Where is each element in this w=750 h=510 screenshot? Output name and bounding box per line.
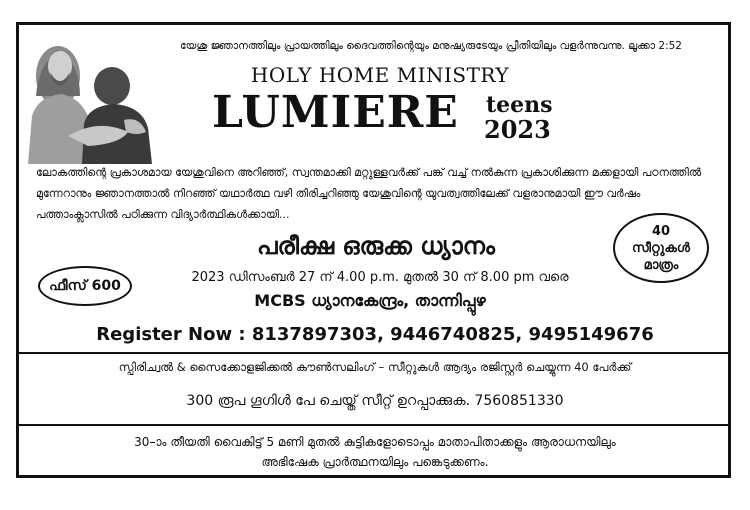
seats-badge [613, 213, 709, 283]
payment-note: 300 രൂപ ഗൂഗിൾ പേ ചെയ്ത് സീറ്റ് ഉറപ്പാക്കുക. 7560851330 [186, 393, 564, 409]
intro-paragraph: ലോകത്തിന്റെ പ്രകാശമായ യേശുവിനെ അറിഞ്ഞ്, സ്വന്തമാക്കി മറ്റുള്ളവർക്ക് പങ്ക് വച്ച് നൽകുന്ന പ്രകാശിക്കുന്ന മക്കളായി പഠനത്തിൽ മുന്നേറാനും ജ്ഞാനത്താൽ നിറഞ്ഞ് യഥാർത്ഥ വഴി തിരിച്ചറിഞ്ഞു യേശുവിന്റെ യുവത്വത്തിലേക്ക് വളരാനുമായി ഈ വർഷം പത്താംക്ലാസിൽ പഠിക്കുന്ന വിദ്യാർത്ഥികൾക്കായി... [36, 166, 702, 221]
register-phone-numbers: Register Now : 8137897303, 9446740825, 9495149676 [96, 324, 654, 345]
footer-line-1: 30–ാം തീയതി വൈകിട്ട് 5 മണി മുതൽ കുട്ടികളോടൊപ്പം മാതാപിതാക്കളും ആരാധനയിലും [134, 435, 616, 449]
seats-only-label: മാത്രം [643, 257, 679, 273]
fee-label: ഫീസ് 600 [49, 278, 121, 294]
footer-line-2: അഭിഷേക പ്രാർത്ഥനയിലും പങ്കെടുക്കണം. [261, 455, 489, 469]
divider [16, 352, 731, 354]
program-year: 2023 [484, 115, 551, 144]
ministry-name: HOLY HOME MINISTRY [250, 63, 510, 87]
program-audience: teens [486, 92, 553, 118]
counselling-note: സ്പിരിച്വൽ & സൈക്കോളജിക്കൽ കൗൺസലിംഗ് – സീറ്റുകൾ ആദ്യം രജിസ്റ്റർ ചെയ്യുന്ന 40 പേർക്ക് [118, 360, 632, 374]
event-datetime: 2023 ഡിസംബർ 27 ന് 4.00 p.m. മുതൽ 30 ന് 8.00 pm വരെ [191, 270, 569, 285]
jesus-embracing-teen-illustration [28, 36, 158, 164]
seats-count: 40 [651, 223, 671, 239]
program-title: LUMIERE [212, 87, 459, 138]
event-venue: MCBS ധ്യാനകേന്ദ്രം, താന്നിപ്പുഴ [254, 291, 486, 310]
bible-verse: യേശു ജ്ഞാനത്തിലും പ്രായത്തിലും ദൈവത്തിന്റെയും മനുഷ്യരുടേയും പ്രീതിയിലും വളർന്നുവന്നു. ലൂക്കാ 2:52 [180, 40, 682, 52]
seats-label: സീറ്റുകൾ [632, 240, 690, 256]
divider [16, 424, 731, 426]
event-title: പരീക്ഷ ഒരുക്ക ധ്യാനം [257, 232, 495, 260]
fee-badge [38, 266, 132, 306]
footer-note [30, 432, 720, 472]
